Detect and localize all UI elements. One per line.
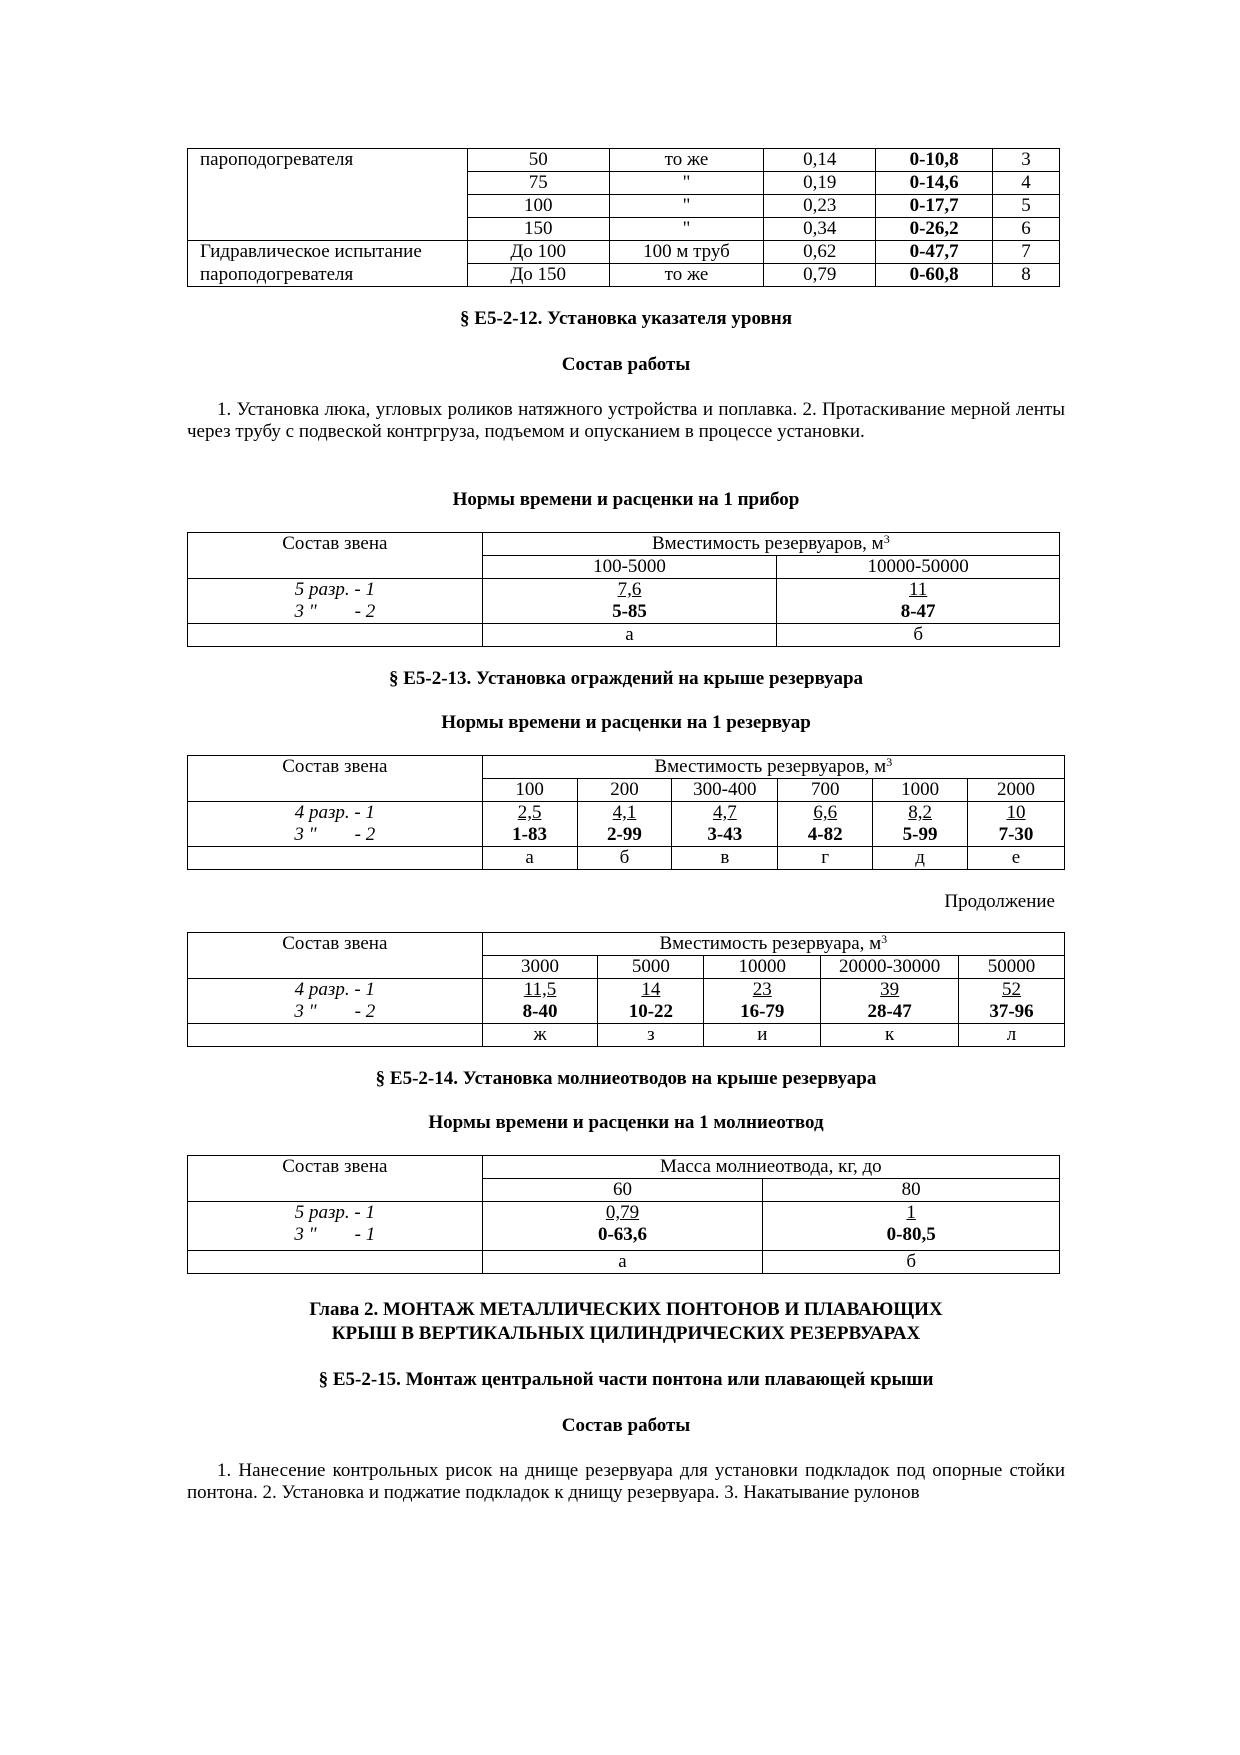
table-cell: 0,14 <box>764 149 876 172</box>
mass-header: Масса молниеотвода, кг, до <box>482 1156 1059 1179</box>
column-letter: ж <box>482 1024 598 1047</box>
document-page <box>187 148 1065 1504</box>
table-row <box>188 241 1060 264</box>
table-row <box>188 195 1060 218</box>
column-header: 100-5000 <box>482 556 777 579</box>
norm-cell: 14 10-22 <box>598 979 704 1024</box>
table-row <box>188 624 1060 647</box>
table-cell: 50 <box>467 149 609 172</box>
capacity-header: Вместимость резервуара, $м^3$ <box>482 933 1064 956</box>
crew-column-header: Состав звена <box>188 756 483 802</box>
column-letter: д <box>873 847 968 870</box>
table-cell: 0-47,7 <box>876 241 993 264</box>
section-title: § Е5-2-15. Монтаж центральной части понтона или плавающей крыши <box>318 1369 934 1390</box>
empty-cell <box>188 1251 483 1274</box>
table-cell: 7 <box>993 241 1060 264</box>
table-cell <box>188 172 468 195</box>
crew-column-header: Состав звена <box>188 933 483 979</box>
continuation-label: Продолжение <box>944 891 1055 912</box>
top-table <box>187 148 1060 287</box>
crew-column-header: Состав звена <box>188 533 483 579</box>
table-cell: Гидравлическое испытание <box>188 241 468 264</box>
section-title: § Е5-2-13. Установка ограждений на крыше резервуара <box>388 668 864 689</box>
column-header: 3000 <box>482 956 598 979</box>
table-cell: 4 <box>993 172 1060 195</box>
norms-title: Нормы времени и расценки на 1 резервуар <box>441 712 811 733</box>
table-cell: 3 <box>993 149 1060 172</box>
norms-title: Нормы времени и расценки на 1 молниеотвод <box>428 1112 824 1133</box>
norm-cell: 2,5 1-83 <box>482 802 577 847</box>
column-header: 1000 <box>873 779 968 802</box>
empty-cell <box>188 847 483 870</box>
column-letter: е <box>968 847 1065 870</box>
table-cell: " <box>609 172 764 195</box>
table-cell: пароподогревателя <box>188 264 468 287</box>
table-cell: 0-26,2 <box>876 218 993 241</box>
capacity-header: Вместимость резервуаров, $м^3$ <box>482 533 1059 556</box>
norm-cell: 7,6 5-85 <box>482 579 777 624</box>
norm-cell: 52 37-96 <box>959 979 1065 1024</box>
table-row <box>188 264 1060 287</box>
table-cell: 150 <box>467 218 609 241</box>
column-header: 20000-30000 <box>821 956 959 979</box>
section-title: § Е5-2-14. Установка молниеотводов на крыше резервуара <box>375 1068 877 1089</box>
column-header: 700 <box>778 779 873 802</box>
column-letter: б <box>577 847 672 870</box>
table-cell: 0,62 <box>764 241 876 264</box>
table-cell: 0,23 <box>764 195 876 218</box>
table-cell: 0-60,8 <box>876 264 993 287</box>
table-cell: До 100 <box>467 241 609 264</box>
column-letter: б <box>763 1251 1060 1274</box>
norms-table-s14 <box>187 1155 1060 1274</box>
column-header: 10000 <box>704 956 821 979</box>
column-letter: и <box>704 1024 821 1047</box>
table-cell: 100 <box>467 195 609 218</box>
table-row <box>188 847 1065 870</box>
work-composition-text: 1. Нанесение контрольных рисок на днище резервуара для установки подкладок под опорные стойки понтона. 2. Установка и поджатие подкладок к днищу резервуара. 3. Накатывание рулонов <box>187 1460 1065 1503</box>
norms-table-s13-continued <box>187 932 1065 1047</box>
table-cell <box>188 195 468 218</box>
crew-column-header: Состав звена <box>188 1156 483 1202</box>
column-letter: б <box>777 624 1060 647</box>
norms-table-s13 <box>187 755 1065 870</box>
table-cell: пароподогревателя <box>188 149 468 172</box>
column-letter: в <box>672 847 778 870</box>
table-cell: 8 <box>993 264 1060 287</box>
column-header: 100 <box>482 779 577 802</box>
column-letter: г <box>778 847 873 870</box>
table-row <box>188 979 1065 1024</box>
table-row <box>188 579 1060 624</box>
table-cell: " <box>609 218 764 241</box>
empty-cell <box>188 1024 483 1047</box>
column-letter: а <box>482 847 577 870</box>
table-row <box>188 1024 1065 1047</box>
table-cell: 75 <box>467 172 609 195</box>
table-cell: 0-14,6 <box>876 172 993 195</box>
table-cell: то же <box>609 149 764 172</box>
capacity-header: Вместимость резервуаров, $м^3$ <box>482 756 1064 779</box>
table-cell: то же <box>609 264 764 287</box>
column-letter: к <box>821 1024 959 1047</box>
table-row <box>188 802 1065 847</box>
column-letter: з <box>598 1024 704 1047</box>
column-header: 80 <box>763 1179 1060 1202</box>
norm-cell: 39 28-47 <box>821 979 959 1024</box>
column-header: 50000 <box>959 956 1065 979</box>
empty-cell <box>188 624 483 647</box>
work-composition-title: Состав работы <box>561 354 691 375</box>
table-row <box>188 149 1060 172</box>
table-cell <box>188 218 468 241</box>
table-header-row <box>188 933 1065 956</box>
column-letter: л <box>959 1024 1065 1047</box>
norm-cell: 0,79 0-63,6 <box>482 1202 763 1251</box>
norms-table-s12 <box>187 532 1060 647</box>
chapter-title: Глава 2. МОНТАЖ МЕТАЛЛИЧЕСКИХ ПОНТОНОВ И ПЛАВАЮЩИХ КРЫШ В ВЕРТИКАЛЬНЫХ ЦИЛИНДРИЧЕСКИХ РЕЗЕРВУАРАХ <box>309 1299 943 1344</box>
column-header: 60 <box>482 1179 763 1202</box>
table-row <box>188 1202 1060 1251</box>
table-cell: 0-17,7 <box>876 195 993 218</box>
table-cell: 6 <box>993 218 1060 241</box>
table-cell: " <box>609 195 764 218</box>
work-composition-title: Состав работы <box>561 1415 691 1436</box>
table-row <box>188 218 1060 241</box>
table-header-row <box>188 756 1065 779</box>
norm-cell: 4,7 3-43 <box>672 802 778 847</box>
norm-cell: 6,6 4-82 <box>778 802 873 847</box>
norm-cell: 23 16-79 <box>704 979 821 1024</box>
table-cell: 0,19 <box>764 172 876 195</box>
table-header-row <box>188 533 1060 556</box>
norm-cell: 10 7-30 <box>968 802 1065 847</box>
crew-cell: 5 разр. - 1 3 " - 2 <box>188 579 483 624</box>
table-row <box>188 172 1060 195</box>
column-letter: а <box>482 624 777 647</box>
section-title: § Е5-2-12. Установка указателя уровня <box>460 308 792 329</box>
norm-cell: 11,5 8-40 <box>482 979 598 1024</box>
table-header-row <box>188 1156 1060 1179</box>
column-header: 5000 <box>598 956 704 979</box>
table-cell: 100 м труб <box>609 241 764 264</box>
norms-title: Нормы времени и расценки на 1 прибор <box>452 489 800 510</box>
column-header: 2000 <box>968 779 1065 802</box>
column-letter: а <box>482 1251 763 1274</box>
crew-cell: 5 разр. - 1 3 " - 1 <box>188 1202 483 1251</box>
column-header: 200 <box>577 779 672 802</box>
norm-cell: 1 0-80,5 <box>763 1202 1060 1251</box>
crew-cell: 4 разр. - 1 3 " - 2 <box>188 802 483 847</box>
crew-cell: 4 разр. - 1 3 " - 2 <box>188 979 483 1024</box>
table-row <box>188 1251 1060 1274</box>
column-header: 10000-50000 <box>777 556 1060 579</box>
table-cell: 0,34 <box>764 218 876 241</box>
norm-cell: 4,1 2-99 <box>577 802 672 847</box>
column-header: 300-400 <box>672 779 778 802</box>
table-cell: 5 <box>993 195 1060 218</box>
norm-cell: 8,2 5-99 <box>873 802 968 847</box>
work-composition-text: 1. Установка люка, угловых роликов натяжного устройства и поплавка. 2. Протаскивание мерной ленты через трубу с подвеской контргруза, подъемом и опусканием в процессе установки. <box>187 399 1065 442</box>
table-cell: 0,79 <box>764 264 876 287</box>
norm-cell: 11 8-47 <box>777 579 1060 624</box>
table-cell: 0-10,8 <box>876 149 993 172</box>
table-cell: До 150 <box>467 264 609 287</box>
